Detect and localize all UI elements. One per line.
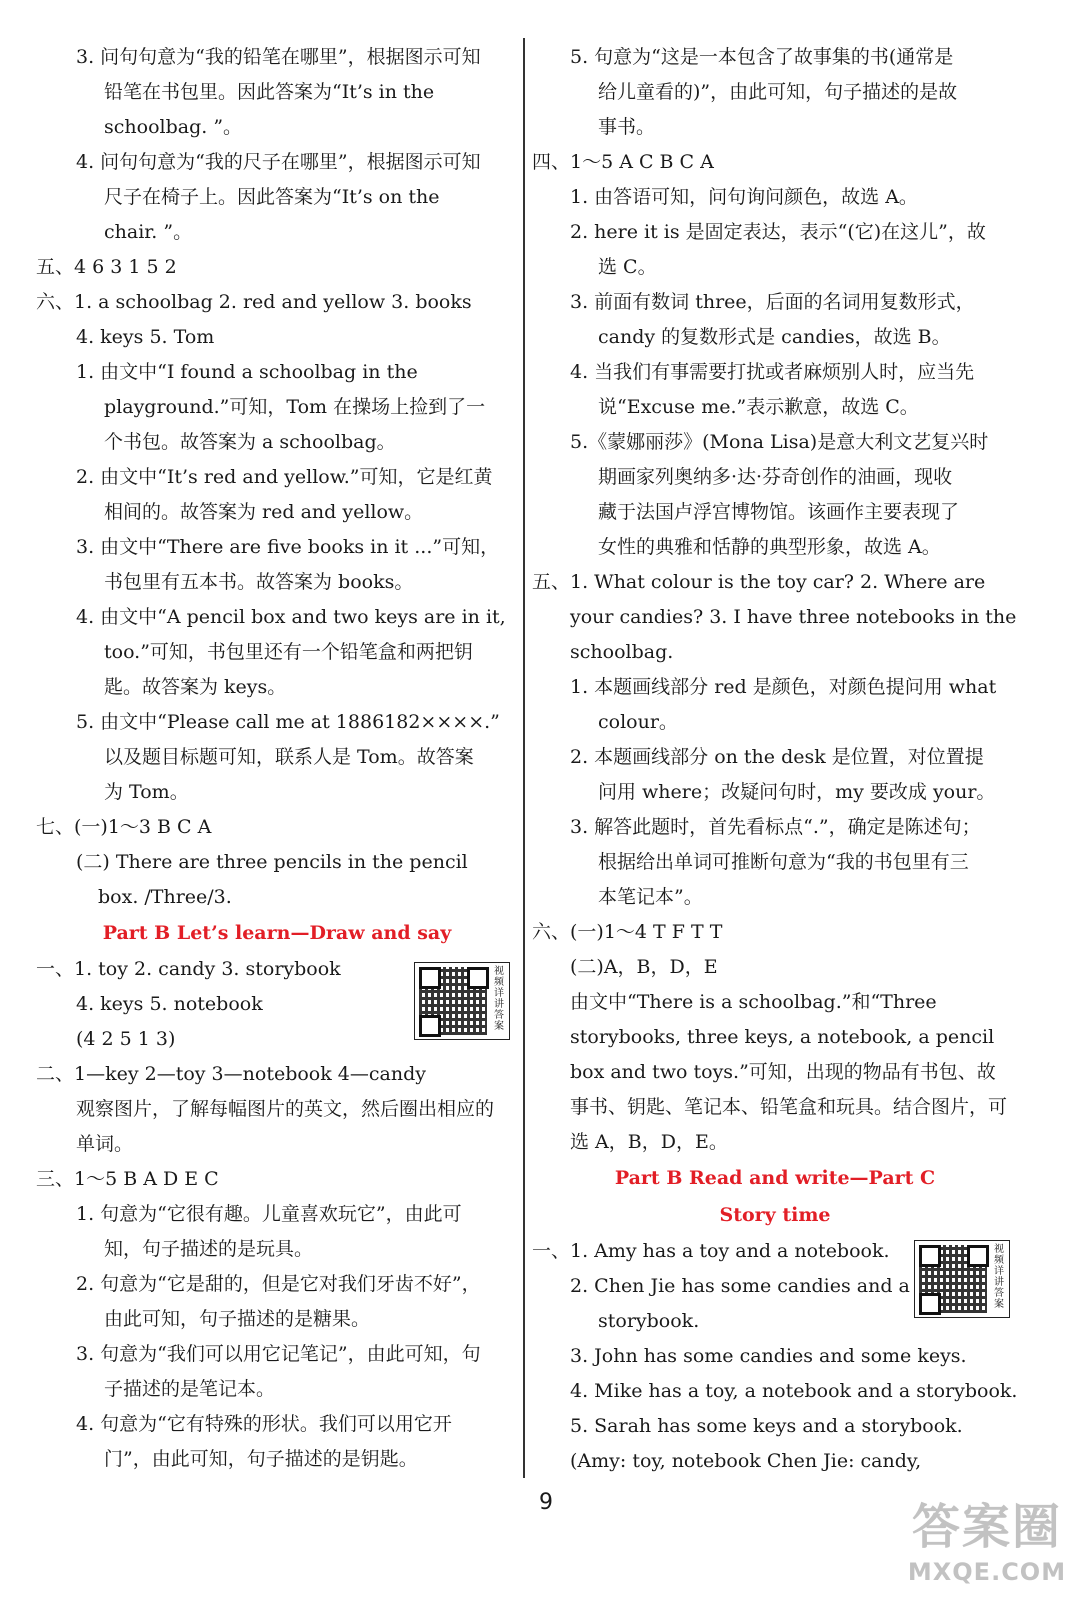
answer-line: candy 的复数形式是 candies，故选 B。 [598, 326, 951, 348]
answer-line: schoolbag. [570, 641, 674, 663]
watermark-url: MXQE.COM [907, 1558, 1067, 1586]
answer-line: 本笔记本”。 [598, 886, 703, 908]
answer-line: 以及题目标题可知，联系人是 Tom。故答案 [104, 746, 474, 768]
qr-corner [919, 1245, 941, 1267]
qr-corner [419, 1015, 441, 1037]
answer-line: schoolbag. ”。 [104, 116, 243, 138]
answer-line: 由文中“There is a schoolbag.”和“Three [570, 991, 937, 1013]
answer-line: 门”，由此可知，句子描述的是钥匙。 [104, 1448, 418, 1470]
answer-line: 1. 由文中“I found a schoolbag in the [76, 361, 418, 383]
column-divider [523, 38, 525, 1478]
answer-line: storybook. [598, 1310, 700, 1332]
answer-line: 4. Mike has a toy, a notebook and a storybook. [570, 1380, 1018, 1402]
qr-code-left[interactable] [414, 962, 510, 1040]
answer-line: 六、(一)1～4 T F T T [532, 921, 723, 943]
page-number: 9 [539, 1490, 553, 1515]
answer-line: 子描述的是笔记本。 [104, 1378, 276, 1400]
answer-line: (4 2 5 1 3) [76, 1028, 176, 1050]
answer-line: 4. 句意为“它有特殊的形状。我们可以用它开 [76, 1413, 452, 1435]
qr-corner [967, 1245, 989, 1267]
qr-corner [419, 967, 441, 989]
answer-line: 一、1. Amy has a toy and a notebook. [532, 1240, 890, 1262]
answer-line: 选 A，B，D，E。 [570, 1131, 728, 1153]
answer-line: your candies? 3. I have three notebooks in the [570, 606, 1017, 628]
answer-line: 3. 问句句意为“我的铅笔在哪里”，根据图示可知 [76, 46, 481, 68]
answer-line: storybooks, three keys, a notebook, a pencil [570, 1026, 995, 1048]
answer-line: 问用 where；改疑问句时，my 要改成 your。 [598, 781, 996, 803]
answer-line: 女性的典雅和恬静的典型形象，故选 A。 [598, 536, 941, 558]
qr-code-right[interactable] [914, 1240, 1010, 1318]
section-heading: Part B Let’s learn—Draw and say [102, 922, 452, 944]
answer-line: 2. 本题画线部分 on the desk 是位置，对位置提 [570, 746, 984, 768]
answer-line: 5. 由文中“Please call me at 1886182××××.” [76, 711, 500, 733]
answer-line: 四、1～5 A C B C A [532, 151, 714, 173]
answer-line: 尺子在椅子上。因此答案为“It’s on the [104, 186, 440, 208]
answer-line: 三、1～5 B A D E C [36, 1168, 219, 1190]
answer-line: 观察图片，了解每幅图片的英文，然后圈出相应的 [76, 1098, 495, 1120]
qr-corner [919, 1293, 941, 1315]
answer-line: 4. keys 5. notebook [76, 993, 263, 1015]
answer-line: 六、1. a schoolbag 2. red and yellow 3. books [36, 291, 472, 313]
answer-line: 根据给出单词可推断句意为“我的书包里有三 [598, 851, 969, 873]
answer-line: 由此可知，句子描述的是糖果。 [104, 1308, 371, 1330]
answer-line: 4. 当我们有事需要打扰或者麻烦别人时，应当先 [570, 361, 975, 383]
answer-line: 2. here it is 是固定表达，表示“(它)在这儿”，故 [570, 221, 986, 243]
answer-line: 3. 解答此题时，首先看标点“.”，确定是陈述句； [570, 816, 981, 838]
answer-line: playground.”可知，Tom 在操场上捡到了一 [104, 396, 486, 418]
answer-line: 相间的。故答案为 red and yellow。 [104, 501, 424, 523]
answer-line: 选 C。 [598, 256, 657, 278]
answer-line: colour。 [598, 711, 678, 733]
answer-line: (Amy: toy, notebook Chen Jie: candy, [570, 1450, 922, 1472]
answer-line: 2. 句意为“它是甜的，但是它对我们牙齿不好”， [76, 1273, 481, 1295]
answer-line: 3. 由文中“There are five books in it ...”可知， [76, 536, 500, 558]
watermark-logo: 答案圈 [911, 1499, 1062, 1555]
answer-line: 2. Chen Jie has some candies and a [570, 1275, 910, 1297]
answer-line: (二) There are three pencils in the pencil [76, 851, 468, 873]
answer-line: 为 Tom。 [104, 781, 189, 803]
answer-line: 书包里有五本书。故答案为 books。 [104, 571, 414, 593]
answer-line: 5. 句意为“这是一本包含了故事集的书(通常是 [570, 46, 954, 68]
left-column [36, 40, 518, 1477]
answer-line: 1. 由答语可知，问句询问颜色，故选 A。 [570, 186, 918, 208]
qr-corner [467, 967, 489, 989]
section-heading: Story time [719, 1204, 831, 1226]
section-heading: Part B Read and write—Part C [614, 1167, 936, 1189]
answer-line: 3. 前面有数词 three，后面的名词用复数形式， [570, 291, 975, 313]
answer-line: 知，句子描述的是玩具。 [104, 1238, 314, 1260]
qr-caption: 视频详讲答案 [994, 1244, 1004, 1310]
answer-line: 给儿童看的)”，由此可知，句子描述的是故 [598, 81, 958, 103]
answer-line: 3. 句意为“我们可以用它记笔记”，由此可知，句 [76, 1343, 481, 1365]
answer-line: 4. 问句句意为“我的尺子在哪里”，根据图示可知 [76, 151, 481, 173]
answer-line: 4. keys 5. Tom [76, 326, 215, 348]
answer-line: 五、1. What colour is the toy car? 2. Where are [532, 571, 986, 593]
answer-line: 期画家列奥纳多·达·芬奇创作的油画，现收 [598, 466, 953, 488]
answer-line: 二、1—key 2—toy 3—notebook 4—candy [36, 1063, 426, 1085]
answer-line: 5.《蒙娜丽莎》(Mona Lisa)是意大利文艺复兴时 [570, 431, 989, 453]
answer-line: 事书、钥匙、笔记本、铅笔盒和玩具。结合图片，可 [570, 1096, 1008, 1118]
answer-line: 一、1. toy 2. candy 3. storybook [36, 958, 341, 980]
answer-line: 单词。 [76, 1133, 134, 1155]
answer-line: 事书。 [598, 116, 656, 138]
site-watermark [892, 1496, 1082, 1596]
answer-line: 5. Sarah has some keys and a storybook. [570, 1415, 963, 1437]
answer-line: chair. ”。 [104, 221, 193, 243]
answer-line: 五、4 6 3 1 5 2 [36, 256, 177, 278]
answer-line: 1. 本题画线部分 red 是颜色，对颜色提问用 what [570, 676, 997, 698]
answer-line: box and two toys.”可知，出现的物品有书包、故 [570, 1061, 996, 1083]
answer-line: (二)A，B，D，E [570, 956, 718, 978]
answer-line: box. /Three/3. [98, 886, 232, 908]
answer-line: too.”可知，书包里还有一个铅笔盒和两把钥 [104, 641, 473, 663]
answer-line: 匙。故答案为 keys。 [104, 676, 287, 698]
answer-line: 说“Excuse me.”表示歉意，故选 C。 [598, 396, 919, 418]
answer-line: 铅笔在书包里。因此答案为“It’s in the [104, 81, 435, 103]
answer-line: 3. John has some candies and some keys. [570, 1345, 967, 1367]
answer-line: 2. 由文中“It’s red and yellow.”可知，它是红黄 [76, 466, 493, 488]
answer-line: 七、(一)1～3 B C A [36, 816, 212, 838]
answer-line: 4. 由文中“A pencil box and two keys are in it, [76, 606, 506, 628]
answer-line: 个书包。故答案为 a schoolbag。 [104, 431, 396, 453]
qr-caption: 视频详讲答案 [494, 966, 504, 1032]
answer-line: 藏于法国卢浮宫博物馆。该画作主要表现了 [598, 501, 960, 523]
answer-line: 1. 句意为“它很有趣。儿童喜欢玩它”，由此可 [76, 1203, 462, 1225]
